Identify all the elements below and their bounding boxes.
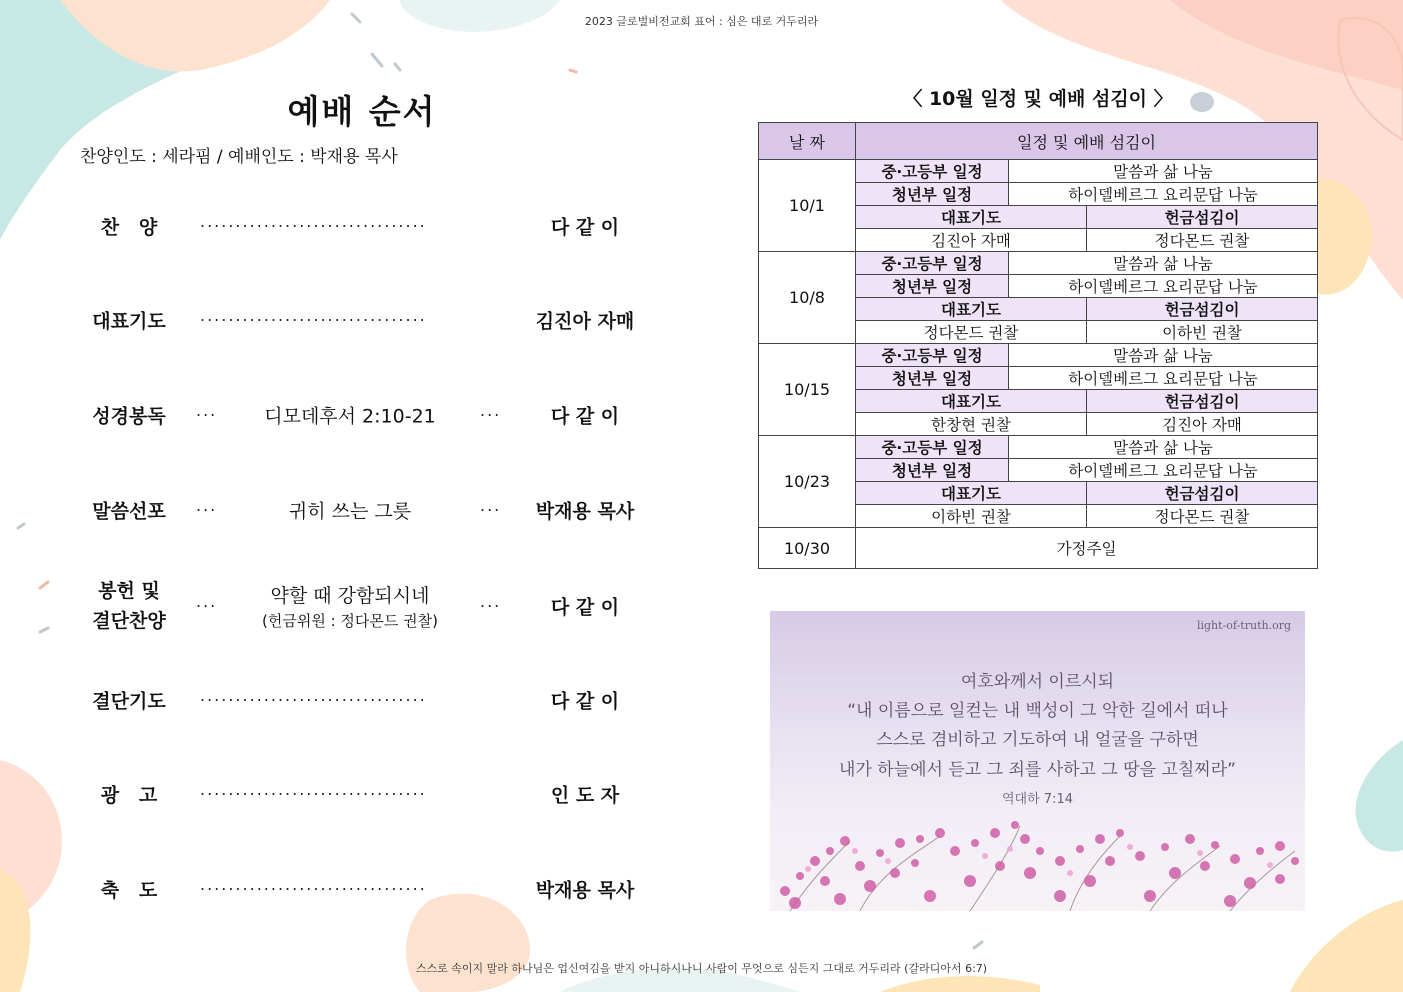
- sermon-title: 귀히 쓰는 그릇: [288, 500, 412, 523]
- youth-value: 말씀과 삶 나눔: [1009, 160, 1318, 183]
- order-item-detail: [230, 497, 470, 524]
- dotted-leader: ································: [200, 879, 427, 899]
- schedule-table: [758, 122, 1318, 569]
- order-row-benediction: [80, 865, 650, 913]
- verse-line: “내 이름으로 일컫는 내 백성이 그 악한 길에서 떠나: [847, 701, 1228, 721]
- schedule-title: 〈 10월 일정 및 예배 섬김이 〉: [903, 88, 1173, 110]
- family-sunday: 가정주일: [856, 528, 1318, 569]
- label-prayer: 대표기도: [856, 390, 1087, 413]
- verse-line: 여호와께서 이르시되: [960, 672, 1115, 692]
- dotted-leader: ···: [480, 596, 502, 616]
- young-adult-value: 하이델베르그 요리문답 나눔: [1009, 275, 1318, 298]
- label-young-adult: 청년부 일정: [856, 183, 1009, 206]
- order-row-scripture: [80, 391, 650, 439]
- order-item-name: 찬 양: [100, 216, 158, 239]
- date-cell: 10/15: [759, 344, 856, 436]
- label-young-adult: 청년부 일정: [856, 459, 1009, 482]
- prayer-value: 이하빈 권찰: [856, 505, 1087, 528]
- scripture-reference: 디모데후서 2:10-21: [264, 405, 436, 428]
- label-prayer: 대표기도: [856, 482, 1087, 505]
- order-item-name: 축 도: [100, 879, 158, 902]
- order-item-person: 김진아 자매: [535, 310, 635, 333]
- date-cell: 10/23: [759, 436, 856, 528]
- order-item-name-line2: 결단찬양: [92, 610, 166, 632]
- dotted-leader: ································: [200, 690, 427, 710]
- dotted-leader: ···: [480, 500, 502, 520]
- young-adult-value: 하이델베르그 요리문답 나눔: [1009, 183, 1318, 206]
- dotted-leader: ···: [196, 596, 218, 616]
- label-offering: 헌금섬김이: [1087, 298, 1318, 321]
- date-cell: 10/30: [759, 528, 856, 569]
- label-young-adult: 청년부 일정: [856, 275, 1009, 298]
- offering-value: 이하빈 권찰: [1087, 321, 1318, 344]
- dotted-leader: ································: [200, 310, 427, 330]
- label-prayer: 대표기도: [856, 206, 1087, 229]
- offering-helper: (헌금위원 : 정다몬드 권찰): [262, 612, 438, 630]
- prayer-value: 한창현 권찰: [856, 413, 1087, 436]
- order-item-person: 다 같 이: [550, 216, 620, 239]
- label-offering: 헌금섬김이: [1087, 206, 1318, 229]
- table-row: [759, 252, 1318, 275]
- label-youth: 중·고등부 일정: [856, 252, 1009, 275]
- order-item-name: 대표기도: [92, 310, 166, 333]
- dotted-leader: ···: [196, 500, 218, 520]
- order-item-person: 다 같 이: [550, 405, 620, 428]
- verse-line: 스스로 겸비하고 기도하여 내 얼굴을 구하면: [876, 730, 1199, 750]
- label-offering: 헌금섬김이: [1087, 482, 1318, 505]
- youth-value: 말씀과 삶 나눔: [1009, 252, 1318, 275]
- label-youth: 중·고등부 일정: [856, 436, 1009, 459]
- order-item-person: 다 같 이: [550, 690, 620, 713]
- order-row-praise: [80, 202, 650, 250]
- church-motto: 2023 글로벌비전교회 표어 : 심은 대로 거두리라: [584, 15, 819, 28]
- label-young-adult: 청년부 일정: [856, 367, 1009, 390]
- order-item-name: 광 고: [100, 784, 158, 807]
- verse-card: [770, 611, 1305, 911]
- offering-value: 정다몬드 권찰: [1087, 505, 1318, 528]
- label-prayer: 대표기도: [856, 298, 1087, 321]
- table-row: [759, 528, 1318, 569]
- prayer-value: 김진아 자매: [856, 229, 1087, 252]
- dotted-leader: ································: [200, 784, 427, 804]
- header-date: 날 짜: [759, 123, 856, 160]
- order-item-name: 성경봉독: [92, 405, 166, 428]
- order-item-name: 말씀선포: [92, 500, 166, 523]
- header-content: 일정 및 예배 섬김이: [856, 123, 1318, 160]
- order-row-closing-prayer: [80, 676, 650, 724]
- table-header-row: [759, 123, 1318, 160]
- young-adult-value: 하이델베르그 요리문답 나눔: [1009, 459, 1318, 482]
- order-item-detail: [230, 402, 470, 429]
- footer-verse: 스스로 속이지 말라 하나님은 업신여김을 받지 아니하시나니 사람이 무엇으로 심든지 그대로 거두리라 (갈라디아서 6:7): [415, 962, 988, 975]
- youth-value: 말씀과 삶 나눔: [1009, 344, 1318, 367]
- order-item-person: 박재용 목사: [535, 879, 635, 902]
- order-row-sermon: [80, 486, 650, 534]
- order-item-name-line1: 봉헌 및: [98, 580, 160, 602]
- offering-value: 정다몬드 권찰: [1087, 229, 1318, 252]
- young-adult-value: 하이델베르그 요리문답 나눔: [1009, 367, 1318, 390]
- table-row: [759, 436, 1318, 459]
- youth-value: 말씀과 삶 나눔: [1009, 436, 1318, 459]
- dotted-leader: ································: [200, 216, 427, 236]
- prayer-value: 정다몬드 권찰: [856, 321, 1087, 344]
- table-row: [759, 160, 1318, 183]
- order-row-prayer: [80, 296, 650, 344]
- source-site: light-of-truth.org: [1196, 619, 1291, 632]
- date-cell: 10/8: [759, 252, 856, 344]
- order-item-person: 인 도 자: [550, 784, 620, 807]
- order-item-name: 결단기도: [92, 690, 166, 713]
- order-item-person: 박재용 목사: [535, 500, 635, 523]
- worship-leaders: 찬양인도 : 세라핌 / 예배인도 : 박재용 목사: [80, 147, 398, 167]
- verse-reference: 역대하 7:14: [1002, 792, 1073, 807]
- verse-line: 내가 하늘에서 듣고 그 죄를 사하고 그 땅을 고칠찌라”: [839, 760, 1236, 780]
- offering-value: 김진아 자매: [1087, 413, 1318, 436]
- table-row: [759, 344, 1318, 367]
- dotted-leader: ···: [196, 405, 218, 425]
- worship-order-title: 예배 순서: [287, 92, 437, 131]
- date-cell: 10/1: [759, 160, 856, 252]
- order-item-person: 다 같 이: [550, 596, 620, 619]
- label-youth: 중·고등부 일정: [856, 344, 1009, 367]
- order-row-announcements: [80, 770, 650, 818]
- order-item-detail: [230, 581, 470, 631]
- label-offering: 헌금섬김이: [1087, 390, 1318, 413]
- hymn-title: 약할 때 강함되시네: [270, 585, 430, 607]
- label-youth: 중·고등부 일정: [856, 160, 1009, 183]
- dotted-leader: ···: [480, 405, 502, 425]
- order-item-name: [80, 576, 178, 636]
- order-row-offering: [80, 574, 650, 638]
